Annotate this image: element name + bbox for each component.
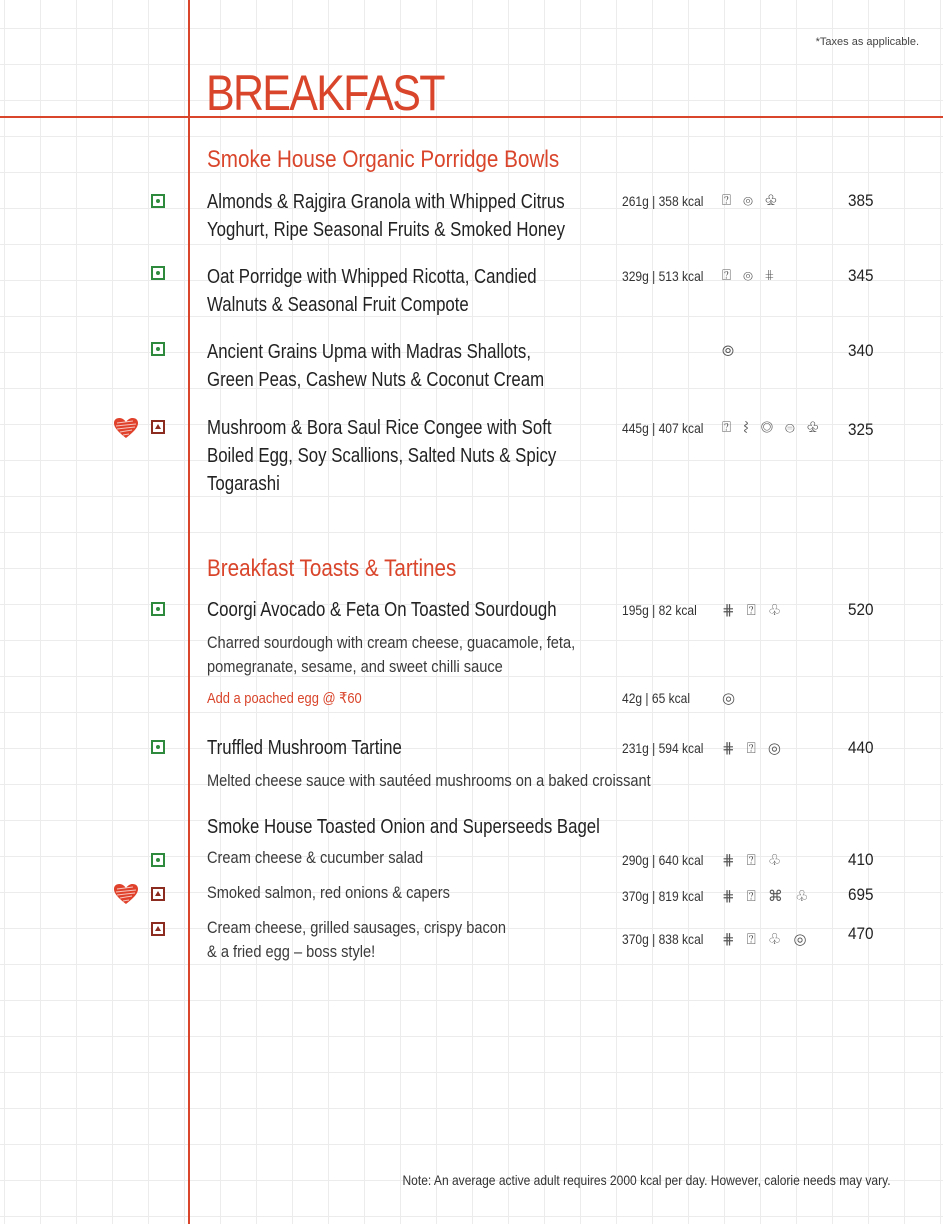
item-kcal: 445g | 407 kcal xyxy=(622,420,704,436)
item-kcal: 370g | 838 kcal xyxy=(622,931,704,947)
item-price: 410 xyxy=(848,850,874,869)
item-price: 440 xyxy=(848,738,874,757)
veg-icon xyxy=(151,342,165,356)
allergen-icons: ⋕ ⍰ ◎ xyxy=(722,740,785,757)
allergen-icons: ⋕ ⍰ ♧ ◎ xyxy=(722,931,811,948)
addon-icons: ◎ xyxy=(722,690,740,707)
addon-kcal: 42g | 65 kcal xyxy=(622,690,691,706)
menu-item-description: Melted cheese sauce with sautéed mushrooms on a baked croissant xyxy=(207,771,651,790)
tax-note: *Taxes as applicable. xyxy=(815,36,919,48)
veg-icon xyxy=(151,853,165,867)
veg-icon xyxy=(151,194,165,208)
menu-item-name: Mushroom & Bora Saul Rice Congee with Soft Boiled Egg, Soy Scallions, Salted Nuts & Spicy Togarashi xyxy=(207,417,557,495)
section-heading-porridge: Smoke House Organic Porridge Bowls xyxy=(207,146,560,173)
margin-vertical-line xyxy=(188,0,190,1224)
footer-note: Note: An average active adult requires 2000 kcal per day. However, calorie needs may vary. xyxy=(402,1172,891,1188)
item-price: 325 xyxy=(848,420,874,439)
item-price: 695 xyxy=(848,885,874,904)
item-price: 385 xyxy=(848,191,874,210)
non-veg-icon xyxy=(151,887,165,901)
chef-special-heart-icon xyxy=(113,883,139,905)
addon-label: Add a poached egg @ ₹60 xyxy=(207,690,362,707)
item-kcal: 329g | 513 kcal xyxy=(622,268,704,284)
allergen-icons: ⦾ xyxy=(722,343,739,360)
item-kcal: 370g | 819 kcal xyxy=(622,888,704,904)
item-kcal: 261g | 358 kcal xyxy=(622,193,704,209)
item-price: 520 xyxy=(848,600,874,619)
menu-item-name: Almonds & Rajgira Granola with Whipped Citrus Yoghurt, Ripe Seasonal Fruits & Smoked Honey xyxy=(207,191,565,241)
margin-horizontal-line xyxy=(0,116,943,118)
item-kcal: 231g | 594 kcal xyxy=(622,740,704,756)
veg-icon xyxy=(151,740,165,754)
item-kcal: 290g | 640 kcal xyxy=(622,852,704,868)
allergen-icons: ⍰ ⦾ ⋕ xyxy=(722,267,778,284)
section-heading-toasts: Breakfast Toasts & Tartines xyxy=(207,555,457,582)
item-price: 345 xyxy=(848,266,874,285)
allergen-icons: ⋕ ⍰ ⌘ ♧ xyxy=(722,888,813,905)
allergen-icons: ⍰ ⌇ ◎ ⊜ ♧ xyxy=(722,419,823,436)
allergen-icons: ⋕ ⍰ ♧ xyxy=(722,602,786,619)
menu-item-name: Ancient Grains Upma with Madras Shallots, Green Peas, Cashew Nuts & Coconut Cream xyxy=(207,341,545,391)
allergen-icons: ⍰ ⦾ ♧ xyxy=(722,192,781,209)
bagel-option: Smoked salmon, red onions & capers xyxy=(207,883,450,902)
item-price: 340 xyxy=(848,341,874,360)
page-title: BREAKFAST xyxy=(206,65,444,121)
veg-icon xyxy=(151,602,165,616)
menu-item-name: Oat Porridge with Whipped Ricotta, Candied Walnuts & Seasonal Fruit Compote xyxy=(207,266,537,316)
veg-icon xyxy=(151,266,165,280)
bagel-name: Smoke House Toasted Onion and Superseeds Bagel xyxy=(207,816,600,838)
menu-item-name: Coorgi Avocado & Feta On Toasted Sourdough xyxy=(207,599,557,621)
menu-item-description: Charred sourdough with cream cheese, guacamole, feta, pomegranate, sesame, and sweet chilli sauce xyxy=(207,633,576,676)
non-veg-icon xyxy=(151,922,165,936)
bagel-option: Cream cheese & cucumber salad xyxy=(207,848,424,867)
menu-item-name: Truffled Mushroom Tartine xyxy=(207,737,402,759)
item-price: 470 xyxy=(848,924,874,943)
item-kcal: 195g | 82 kcal xyxy=(622,602,697,618)
bagel-option: Cream cheese, grilled sausages, crispy bacon & a fried egg – boss style! xyxy=(207,918,507,961)
non-veg-icon xyxy=(151,420,165,434)
allergen-icons: ⋕ ⍰ ♧ xyxy=(722,852,786,869)
chef-special-heart-icon xyxy=(113,417,139,439)
